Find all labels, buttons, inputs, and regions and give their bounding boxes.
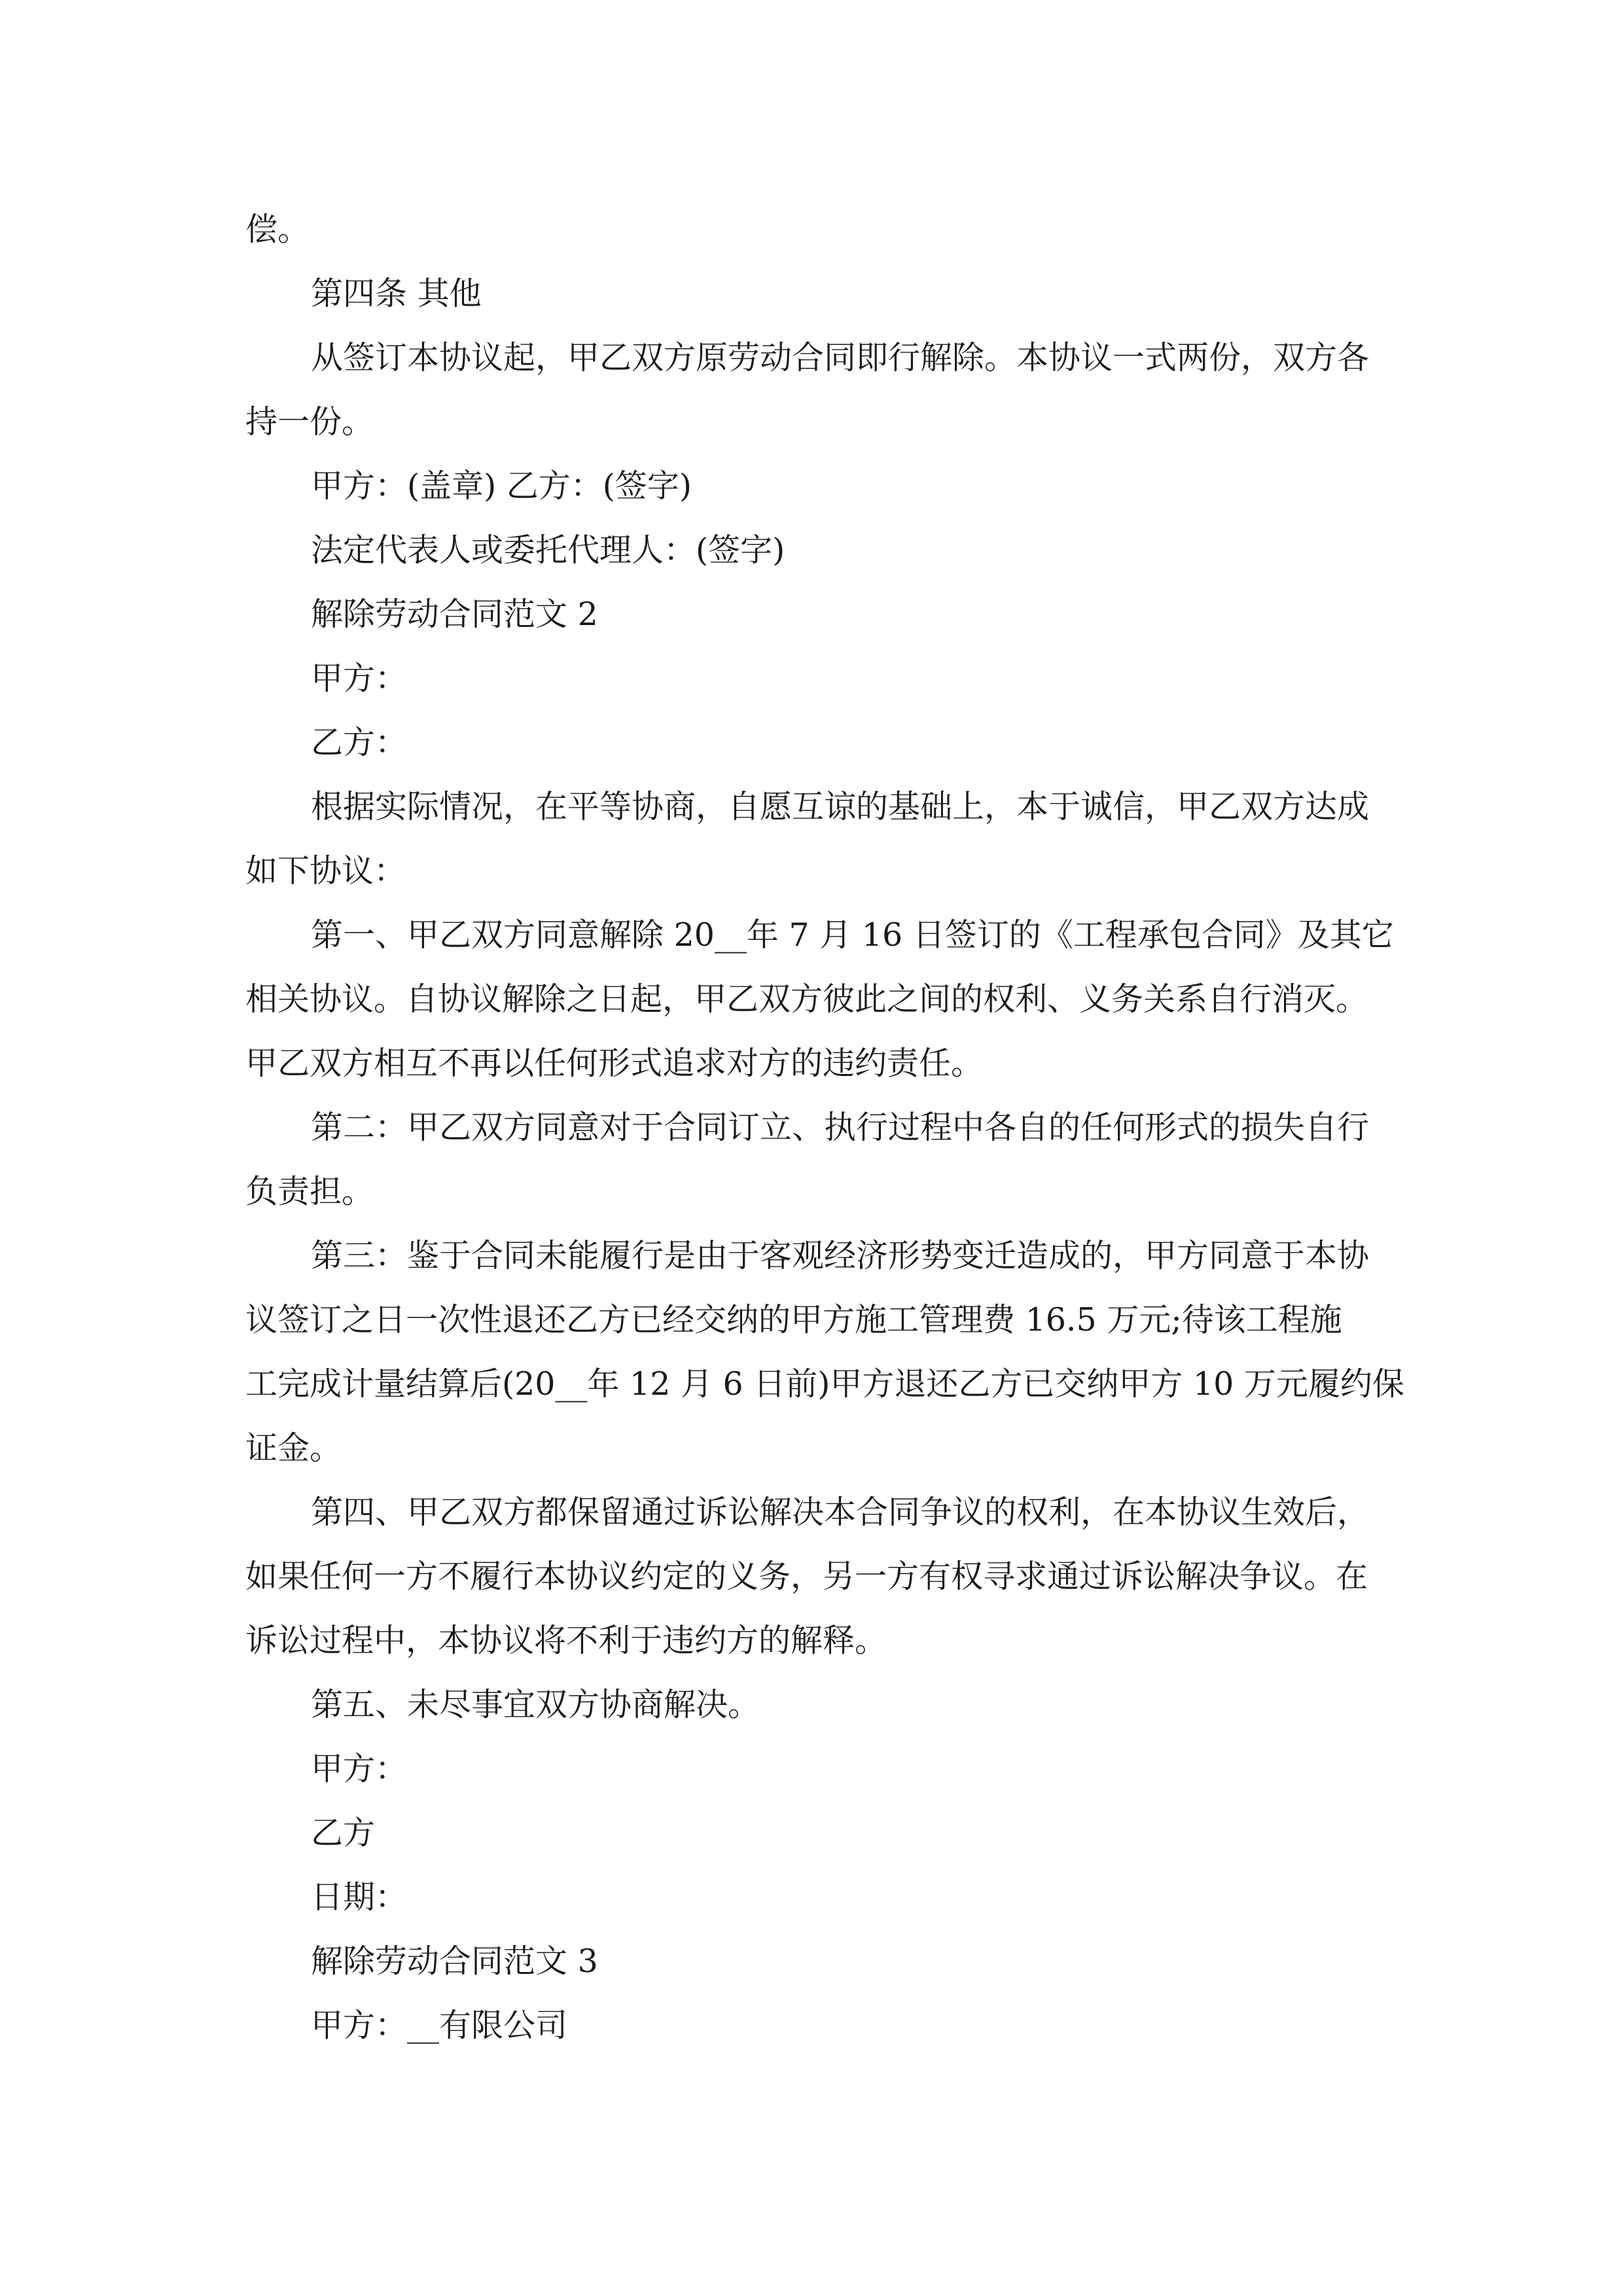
party-line: 甲方：	[311, 660, 408, 697]
signature-line: 甲方：(盖章) 乙方：(签字)	[311, 467, 692, 505]
clause-line: 议签订之日一次性退还乙方已经交纳的甲方施工管理费 16.5 万元;待该工程施	[245, 1301, 1342, 1338]
section-title: 解除劳动合同范文 3	[311, 1943, 598, 1980]
clause-line: 第二：甲乙双方同意对于合同订立、执行过程中各自的任何形式的损失自行	[311, 1109, 1370, 1146]
party-line: 乙方	[311, 1814, 376, 1852]
clause-line: 负责担。	[245, 1173, 374, 1210]
clause-line: 如果任何一方不履行本协议约定的义务，另一方有权寻求通过诉讼解决争议。在	[245, 1558, 1368, 1595]
clause-line: 诉讼过程中，本协议将不利于违约方的解释。	[245, 1622, 887, 1659]
signature-line: 法定代表人或委托代理人：(签字)	[311, 531, 785, 569]
clause-line: 相关协议。自协议解除之日起，甲乙双方彼此之间的权利、义务关系自行消灭。	[245, 980, 1368, 1018]
paragraph-line: 持一份。	[245, 403, 374, 440]
clause-line: 证金。	[245, 1429, 342, 1467]
clause-line: 甲乙双方相互不再以任何形式追求对方的违约责任。	[245, 1045, 984, 1082]
clause-line: 第四、甲乙双方都保留通过诉讼解决本合同争议的权利，在本协议生效后，	[311, 1494, 1370, 1531]
section-title: 解除劳动合同范文 2	[311, 596, 598, 633]
party-line: 乙方：	[311, 724, 408, 761]
paragraph-line: 根据实际情况，在平等协商，自愿互谅的基础上，本于诚信，甲乙双方达成	[311, 788, 1370, 825]
paragraph-line: 如下协议：	[245, 852, 406, 889]
clause-line: 工完成计量结算后(20__年 12 月 6 日前)甲方退还乙方已交纳甲方 10 万元履约保	[245, 1365, 1404, 1403]
paragraph-line: 从签订本协议起，甲乙双方原劳动合同即行解除。本协议一式两份，双方各	[311, 339, 1370, 376]
section-heading: 第四条 其他	[311, 275, 482, 312]
document-body	[245, 198, 1404, 2058]
party-line: 甲方：	[311, 1750, 408, 1787]
party-line: 甲方：__有限公司	[311, 2007, 568, 2044]
clause-line: 第五、未尽事宜双方协商解决。	[311, 1686, 760, 1723]
clause-line: 第三：鉴于合同未能履行是由于客观经济形势变迁造成的，甲方同意于本协	[311, 1237, 1370, 1274]
date-line: 日期：	[311, 1878, 408, 1916]
paragraph-line: 偿。	[245, 211, 310, 248]
clause-line: 第一、甲乙双方同意解除 20__年 7 月 16 日签订的《工程承包合同》及其它	[311, 916, 1394, 954]
